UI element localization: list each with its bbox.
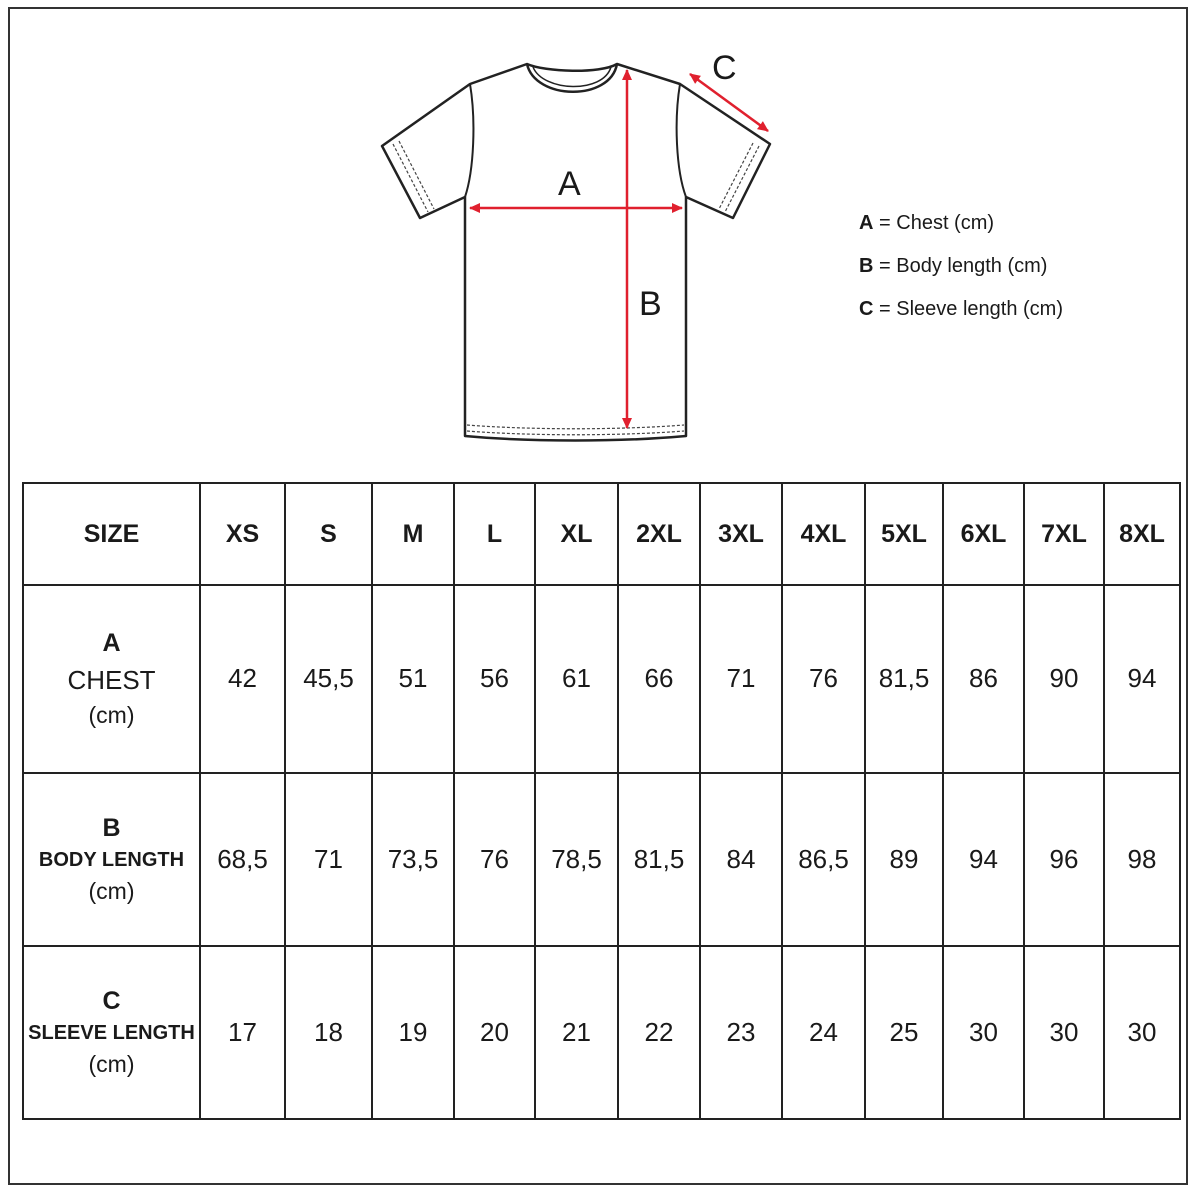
table-cell: 30 (1104, 946, 1180, 1119)
chest-label: A (558, 165, 581, 203)
size-header-cell: 5XL (865, 483, 943, 585)
table-cell: 94 (1104, 585, 1180, 773)
table-cell: 78,5 (535, 773, 618, 946)
measurement-legend (859, 213, 1063, 342)
table-cell: 76 (454, 773, 535, 946)
size-header-cell: M (372, 483, 454, 585)
size-header-cell: 3XL (700, 483, 782, 585)
legend-text: = Chest (cm) (879, 212, 995, 234)
row-unit: (cm) (88, 1051, 135, 1078)
tshirt-outline (382, 64, 770, 441)
table-row-body-length (23, 773, 1180, 946)
legend-item-chest (859, 213, 1063, 256)
legend-item-body-length (859, 256, 1063, 299)
table-cell: 71 (700, 585, 782, 773)
table-cell: 71 (285, 773, 372, 946)
legend-item-sleeve-length (859, 299, 1063, 342)
table-cell: 73,5 (372, 773, 454, 946)
table-cell: 66 (618, 585, 700, 773)
legend-text: = Sleeve length (cm) (879, 298, 1063, 320)
legend-text: = Body length (cm) (879, 255, 1048, 277)
legend-key: A (859, 212, 874, 234)
row-unit: (cm) (88, 702, 135, 729)
row-header-body-length (23, 773, 200, 946)
size-header-cell: XL (535, 483, 618, 585)
row-name: SLEEVE LENGTH (28, 1022, 195, 1045)
table-cell: 17 (200, 946, 285, 1119)
table-row-chest (23, 585, 1180, 773)
table-cell: 25 (865, 946, 943, 1119)
size-header-cell: L (454, 483, 535, 585)
table-cell: 86 (943, 585, 1024, 773)
size-header-cell: 8XL (1104, 483, 1180, 585)
table-cell: 86,5 (782, 773, 865, 946)
body-length-label: B (639, 285, 662, 323)
row-letter: C (102, 987, 121, 1016)
size-header-row (23, 483, 1180, 585)
table-cell: 84 (700, 773, 782, 946)
table-cell: 76 (782, 585, 865, 773)
table-cell: 96 (1024, 773, 1104, 946)
legend-key: B (859, 255, 874, 277)
table-cell: 61 (535, 585, 618, 773)
table-cell: 20 (454, 946, 535, 1119)
size-chart-table (22, 482, 1181, 1120)
sleeve-length-label: C (712, 49, 737, 87)
table-cell: 98 (1104, 773, 1180, 946)
table-cell: 94 (943, 773, 1024, 946)
legend-key: C (859, 298, 874, 320)
table-cell: 18 (285, 946, 372, 1119)
row-header-sleeve-length (23, 946, 200, 1119)
table-cell: 22 (618, 946, 700, 1119)
table-cell: 89 (865, 773, 943, 946)
size-header-cell: 6XL (943, 483, 1024, 585)
row-name: CHEST (67, 664, 156, 695)
row-header-chest (23, 585, 200, 773)
table-cell: 30 (943, 946, 1024, 1119)
table-cell: 56 (454, 585, 535, 773)
table-cell: 81,5 (865, 585, 943, 773)
table-cell: 51 (372, 585, 454, 773)
table-cell: 81,5 (618, 773, 700, 946)
table-row-sleeve-length (23, 946, 1180, 1119)
row-name: BODY LENGTH (38, 849, 185, 872)
table-cell: 42 (200, 585, 285, 773)
table-cell: 24 (782, 946, 865, 1119)
size-header-label: SIZE (23, 483, 200, 585)
row-letter: B (102, 814, 121, 843)
table-cell: 68,5 (200, 773, 285, 946)
size-header-cell: 7XL (1024, 483, 1104, 585)
table-cell: 30 (1024, 946, 1104, 1119)
size-header-cell: 2XL (618, 483, 700, 585)
table-cell: 23 (700, 946, 782, 1119)
table-cell: 21 (535, 946, 618, 1119)
size-header-cell: XS (200, 483, 285, 585)
table-cell: 45,5 (285, 585, 372, 773)
row-letter: A (102, 629, 121, 658)
table-cell: 90 (1024, 585, 1104, 773)
size-header-cell: S (285, 483, 372, 585)
table-cell: 19 (372, 946, 454, 1119)
size-header-cell: 4XL (782, 483, 865, 585)
row-unit: (cm) (88, 878, 135, 905)
